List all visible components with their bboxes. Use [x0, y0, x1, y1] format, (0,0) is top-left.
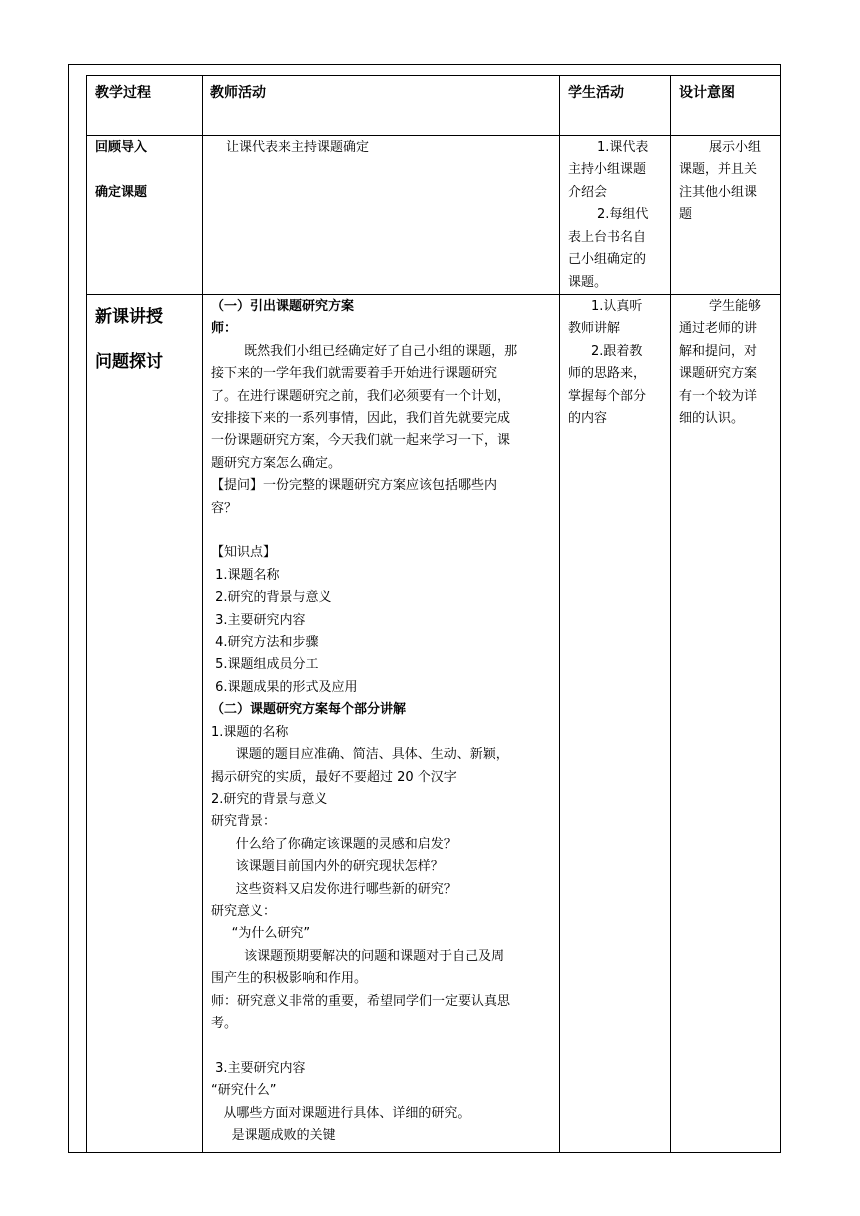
- row2-intent-line: 学生能够: [709, 299, 762, 314]
- row2-intent-line: 通过老师的讲: [679, 321, 758, 336]
- knowledge-item: 2.研究的背景与意义: [211, 590, 332, 606]
- section-heading: （二）课题研究方案每个部分讲解: [211, 702, 407, 718]
- page-frame-left: [68, 64, 69, 1153]
- row2-student-line: 1.认真听: [591, 299, 643, 314]
- table-col-line-4: [670, 75, 671, 1152]
- row2-process-line1: 新课讲授: [95, 307, 163, 327]
- teacher-text-line: 该课题目前国内外的研究现状怎样？: [211, 859, 444, 875]
- row2-student-line: 师的思路来，: [568, 366, 647, 381]
- knowledge-item: 1.课题名称: [211, 567, 280, 583]
- row1-student-line: 表上台书名自: [568, 230, 647, 245]
- row1-student-line: 己小组确定的: [568, 252, 647, 267]
- teacher-text-line: 从哪些方面对课题进行具体、详细的研究。: [211, 1105, 471, 1121]
- row1-intent-line: 题: [679, 207, 693, 222]
- teacher-text-line: 接下来的一学年我们就需要着手开始进行课题研究: [211, 366, 498, 382]
- header-process: 教学过程: [95, 85, 151, 101]
- teacher-text-line: 一份课题研究方案，今天我们就一起来学习一下，课: [211, 433, 511, 449]
- row1-process-line1: 回顾导入: [95, 140, 148, 155]
- row2-student-line: 掌握每个部分: [568, 389, 647, 404]
- row2-process-line2: 问题探讨: [95, 352, 163, 372]
- teacher-text-line: 围产生的积极影响和作用。: [211, 971, 368, 987]
- row1-teacher: 让课代表来主持课题确定: [226, 140, 370, 155]
- header-teacher: 教师活动: [210, 85, 266, 101]
- row1-intent-line: 注其他小组课: [679, 185, 758, 200]
- question-line: 容？: [211, 500, 238, 516]
- table-header-divider: [86, 135, 781, 136]
- teacher-text-line: “研究什么”: [211, 1083, 277, 1099]
- teacher-text-line: 该课题预期要解决的问题和课题对于自己及周: [211, 948, 505, 964]
- knowledge-heading: 【知识点】: [211, 545, 277, 561]
- row2-intent-line: 课题研究方案: [679, 366, 758, 381]
- teacher-text-line: 是课题成败的关键: [211, 1128, 336, 1143]
- teacher-speaker-label: 师：: [211, 321, 238, 337]
- row2-teacher-activity: [211, 296, 553, 1147]
- knowledge-item: 6.课题成果的形式及应用: [211, 679, 358, 695]
- knowledge-item: 3.主要研究内容: [211, 612, 306, 628]
- row2-student-line: 的内容: [568, 411, 608, 426]
- teacher-text-line: 1.课题的名称: [211, 724, 289, 740]
- section-heading: （一）引出课题研究方案: [211, 299, 355, 314]
- row1-student-line: 1.课代表: [597, 140, 649, 155]
- knowledge-item: 4.研究方法和步骤: [211, 635, 319, 651]
- teacher-text-line: 2.研究的背景与意义: [211, 791, 328, 807]
- row2-student-line: 2.跟着教: [591, 344, 643, 359]
- row1-intent-line: 展示小组: [709, 140, 762, 155]
- row1-student-line: 介绍会: [568, 185, 608, 200]
- page-frame-bottom: [68, 1152, 781, 1153]
- teacher-text-line: 3.主要研究内容: [211, 1060, 306, 1076]
- teacher-text-line: 了。在进行课题研究之前，我们必须要有一个计划，: [211, 388, 511, 404]
- teacher-text-line: 研究背景：: [211, 814, 277, 830]
- teacher-text-line: “为什么研究”: [211, 926, 311, 942]
- header-intent: 设计意图: [679, 85, 735, 101]
- blank-line: [211, 1035, 553, 1057]
- row1-process-line2: 确定课题: [95, 185, 148, 200]
- teacher-text-line: 安排接下来的一系列事情，因此，我们首先就要完成: [211, 411, 511, 427]
- teacher-text-line: 研究意义：: [211, 903, 277, 919]
- row2-intent-line: 细的认识。: [679, 411, 745, 426]
- row2-student-line: 教师讲解: [568, 321, 621, 336]
- teacher-text-line: 考。: [211, 1015, 238, 1031]
- teacher-text-line: 既然我们小组已经确定好了自己小组的课题，那: [211, 343, 518, 359]
- teacher-text-line: 课题的题目应准确、简洁、具体、生动、新颖，: [211, 747, 509, 763]
- table-border-top: [86, 75, 781, 76]
- row1-student-line: 课题。: [568, 275, 608, 290]
- table-col-line-1: [86, 75, 87, 1152]
- teacher-text-line: 揭示研究的实质，最好不要超过 20 个汉字: [211, 769, 457, 785]
- teacher-text-line: 师：研究意义非常的重要，希望同学们一定要认真思: [211, 993, 511, 1009]
- teacher-text-line: 什么给了你确定该课题的灵感和启发？: [211, 836, 457, 852]
- row2-intent-line: 解和提问，对: [679, 344, 758, 359]
- header-student: 学生活动: [568, 85, 624, 101]
- teacher-text-line: 这些资料又启发你进行哪些新的研究？: [211, 881, 457, 897]
- table-col-line-3: [559, 75, 560, 1152]
- row1-student-line: 2.每组代: [597, 207, 649, 222]
- page-frame-right: [780, 64, 781, 1153]
- knowledge-item: 5.课题组成员分工: [211, 657, 319, 673]
- table-col-line-2: [202, 75, 203, 1152]
- page-frame-top: [68, 64, 781, 65]
- table-row-divider: [86, 294, 781, 295]
- question-line: 【提问】一份完整的课题研究方案应该包括哪些内: [211, 478, 498, 494]
- teacher-text-line: 题研究方案怎么确定。: [211, 455, 342, 471]
- row2-intent-line: 有一个较为详: [679, 389, 758, 404]
- row1-student-line: 主持小组课题: [568, 162, 647, 177]
- blank-line: [211, 520, 553, 542]
- row1-intent-line: 课题，并且关: [679, 162, 758, 177]
